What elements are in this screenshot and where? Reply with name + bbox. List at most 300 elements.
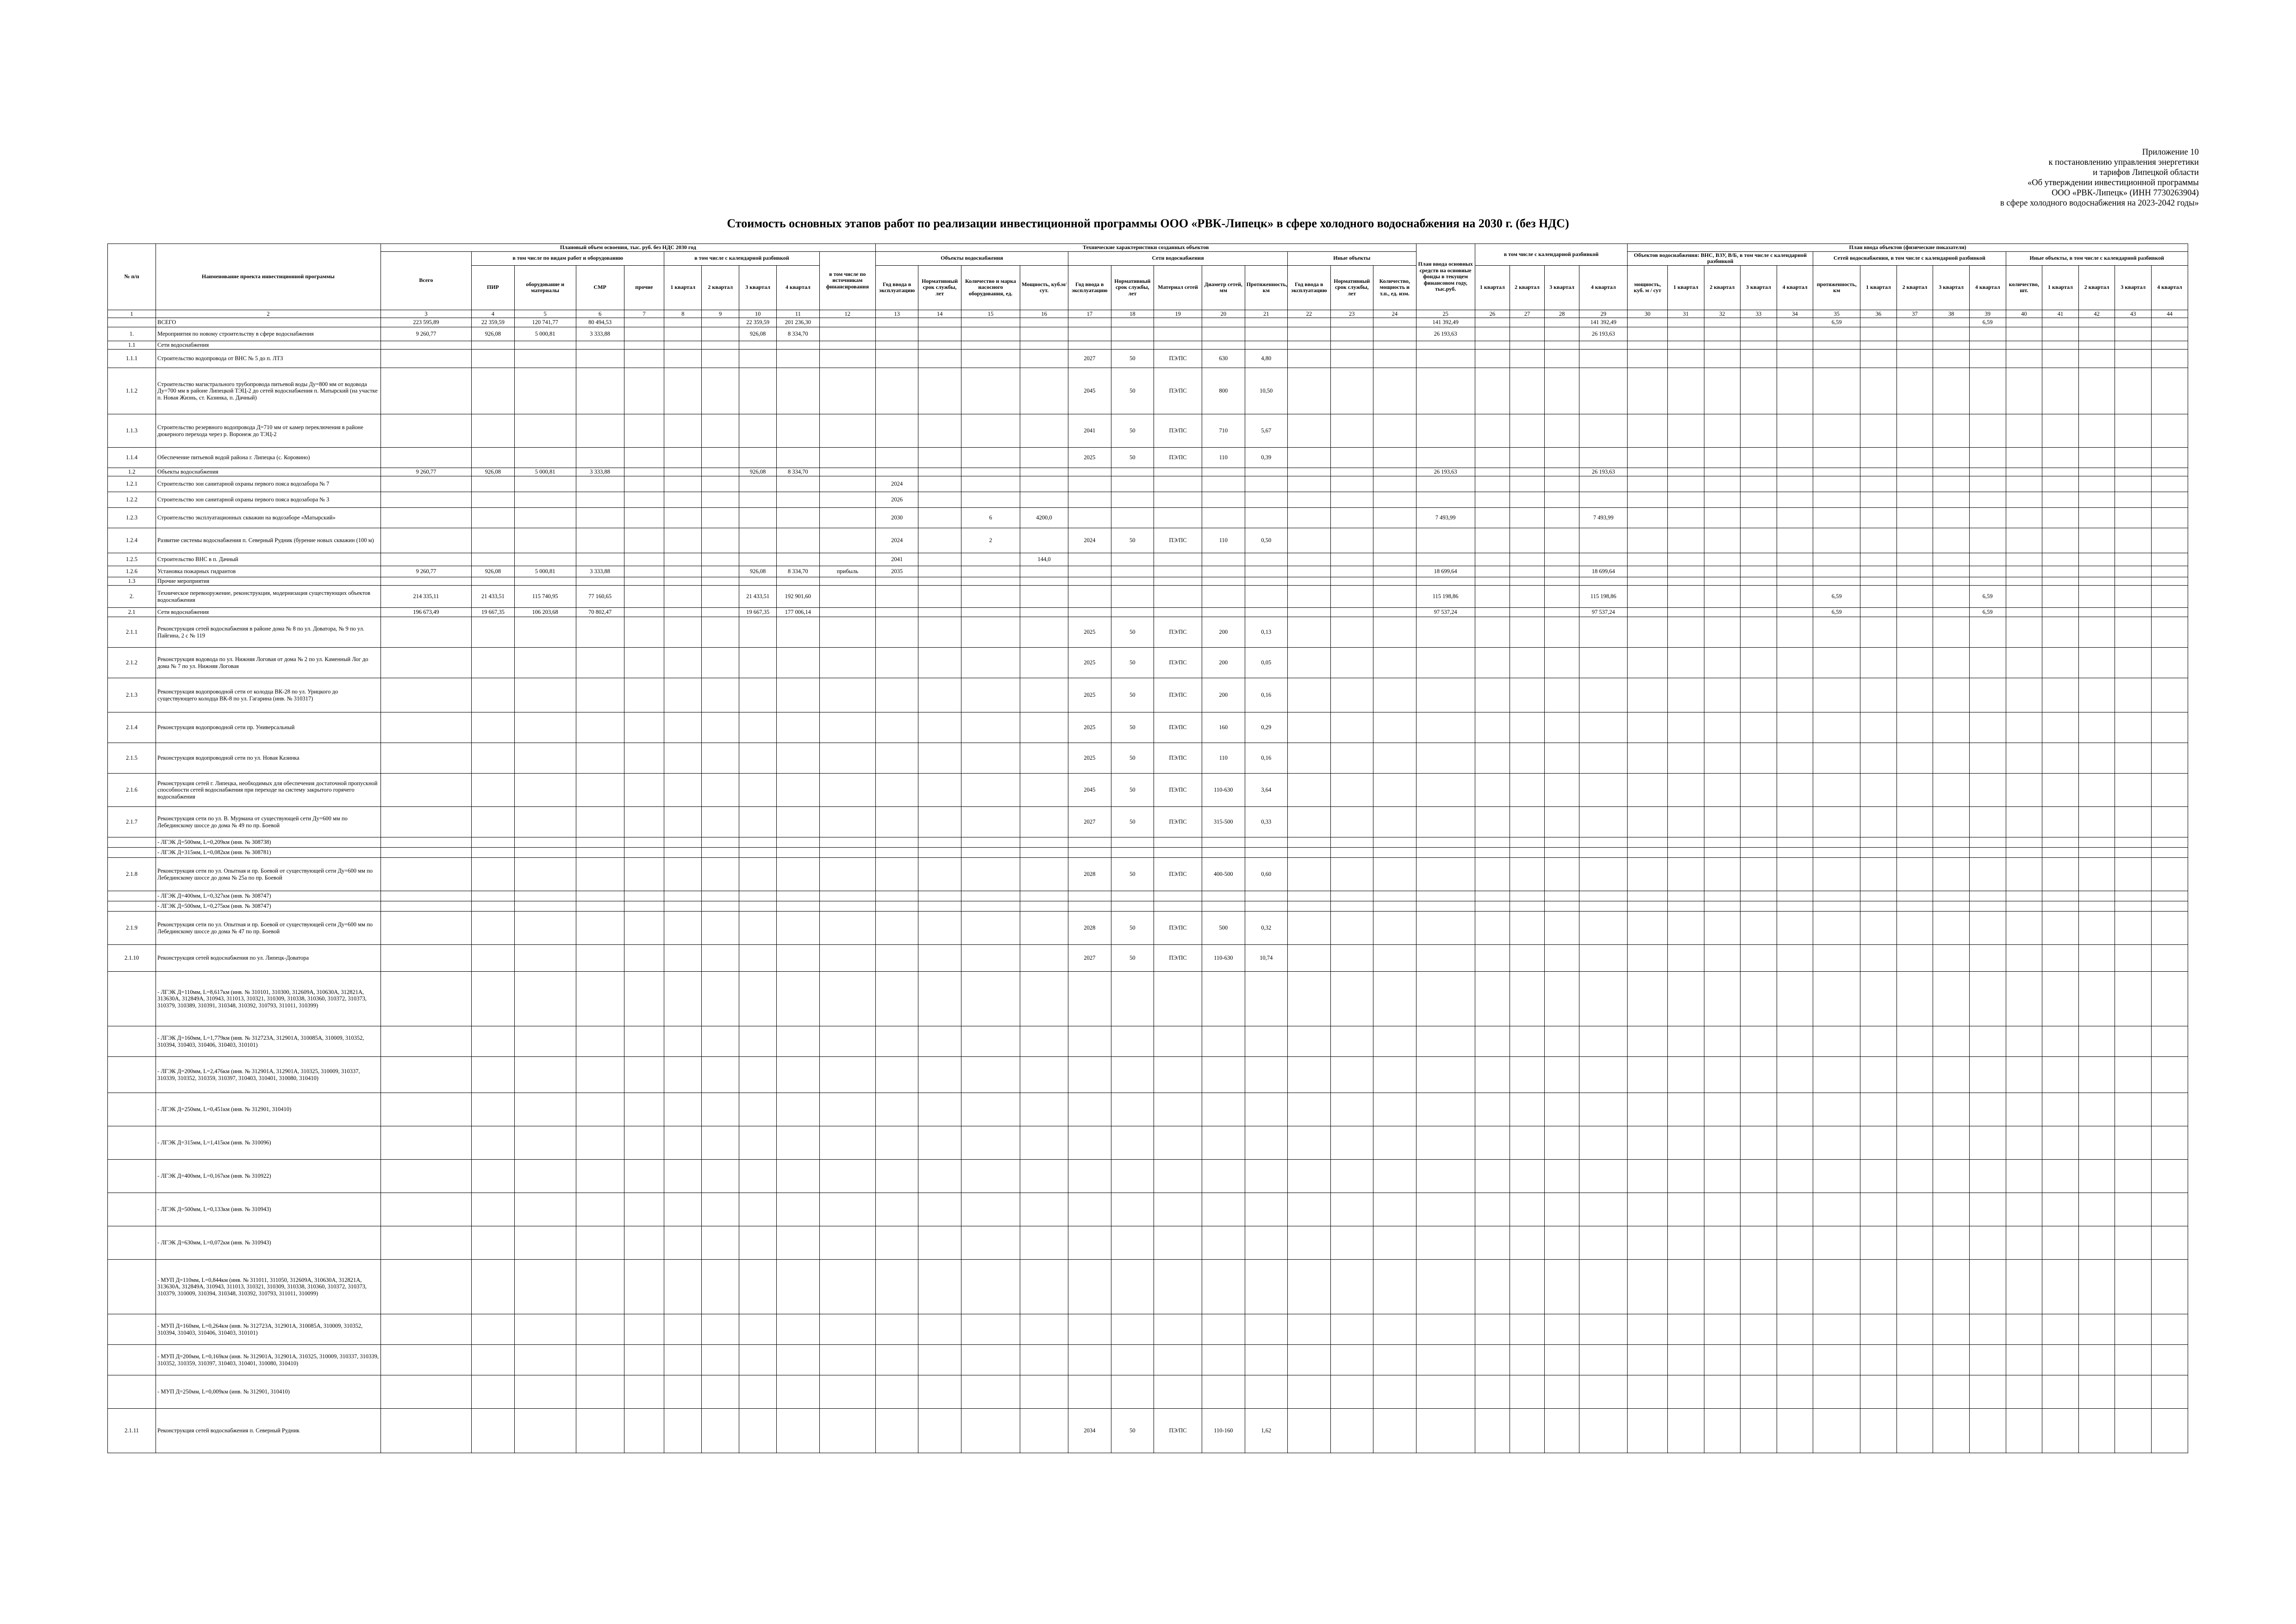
cell xyxy=(875,901,918,912)
cell xyxy=(1154,1057,1202,1093)
cell xyxy=(1969,1126,2006,1160)
cell xyxy=(1667,1160,1704,1193)
cell xyxy=(1667,1093,1704,1126)
cell xyxy=(1202,1260,1245,1314)
cell xyxy=(2151,1093,2188,1126)
cell xyxy=(1475,945,1510,972)
cell xyxy=(777,837,819,848)
cell xyxy=(1969,566,2006,577)
cell xyxy=(1545,774,1579,807)
cell xyxy=(381,368,472,414)
row-name: - МУП Д=250мм, L=0,009км (инв. № 312901, 310410) xyxy=(156,1375,381,1409)
cell xyxy=(702,1126,739,1160)
cell xyxy=(961,1093,1020,1126)
table-row xyxy=(108,743,2188,774)
cell xyxy=(1777,1026,1813,1057)
cell xyxy=(918,1057,961,1093)
cell xyxy=(1860,468,1897,476)
cell xyxy=(1704,972,1741,1026)
cell xyxy=(1111,1026,1154,1057)
cell xyxy=(576,528,624,553)
cell: 0,29 xyxy=(1245,712,1287,743)
appendix-line: в сфере холодного водоснабжения на 2023-2042 годы» xyxy=(2000,199,2199,208)
cell xyxy=(472,476,514,492)
cell xyxy=(819,448,875,468)
cell xyxy=(1777,617,1813,648)
cell xyxy=(739,901,777,912)
cell xyxy=(739,350,777,368)
cell: 2024 xyxy=(1068,528,1111,553)
cell xyxy=(1510,476,1544,492)
cell xyxy=(1373,1226,1416,1260)
cell xyxy=(702,848,739,858)
cell xyxy=(1545,743,1579,774)
cell xyxy=(1813,553,1860,566)
cell xyxy=(1510,508,1544,528)
cell xyxy=(1897,476,1933,492)
cell xyxy=(624,1314,664,1345)
cell xyxy=(1154,837,1202,848)
cell xyxy=(702,318,739,327)
cell xyxy=(1667,1375,1704,1409)
cell xyxy=(1245,468,1287,476)
cell xyxy=(1202,901,1245,912)
cell xyxy=(918,566,961,577)
cell xyxy=(1154,1226,1202,1260)
appendix-line: «Об утверждении инвестиционной программы xyxy=(2027,178,2199,187)
cell xyxy=(1860,1026,1897,1057)
cell xyxy=(2115,1260,2152,1314)
cell xyxy=(819,492,875,508)
cell xyxy=(1510,617,1544,648)
cell xyxy=(2006,1226,2042,1260)
cell xyxy=(472,350,514,368)
cell: 50 xyxy=(1111,648,1154,678)
table-row xyxy=(108,678,2188,712)
cell xyxy=(1111,1314,1154,1345)
cell xyxy=(1969,807,2006,837)
cell xyxy=(2042,608,2079,617)
cell xyxy=(1068,1160,1111,1193)
cell xyxy=(777,648,819,678)
cell xyxy=(381,891,472,901)
cell xyxy=(1373,945,1416,972)
cell xyxy=(1969,901,2006,912)
cell xyxy=(1245,586,1287,608)
cell xyxy=(1969,891,2006,901)
cell xyxy=(739,414,777,448)
table-row xyxy=(108,528,2188,553)
cell xyxy=(1416,712,1475,743)
cell xyxy=(1860,1193,1897,1226)
cell xyxy=(1704,678,1741,712)
cell xyxy=(1813,492,1860,508)
cell xyxy=(1860,858,1897,891)
cell xyxy=(2115,837,2152,848)
cell xyxy=(1579,1375,1628,1409)
cell xyxy=(777,553,819,566)
cell: 2024 xyxy=(875,476,918,492)
cell xyxy=(472,972,514,1026)
cell xyxy=(875,1314,918,1345)
cell xyxy=(1628,1345,1668,1375)
cell xyxy=(702,1409,739,1453)
cell xyxy=(1933,891,1970,901)
cell xyxy=(1628,912,1668,945)
cell xyxy=(1020,1093,1068,1126)
row-number xyxy=(108,901,156,912)
cell xyxy=(1545,508,1579,528)
cell xyxy=(1510,1226,1544,1260)
header-new-objects: Иные объекты xyxy=(1288,251,1416,265)
cell xyxy=(514,1314,576,1345)
cell xyxy=(777,1126,819,1160)
cell xyxy=(1704,1375,1741,1409)
cell xyxy=(1330,553,1373,566)
column-number: 15 xyxy=(961,310,1020,318)
cell xyxy=(1510,848,1544,858)
cell xyxy=(1330,586,1373,608)
cell xyxy=(1933,1193,1970,1226)
table-row xyxy=(108,891,2188,901)
cell xyxy=(2042,508,2079,528)
cell xyxy=(1969,945,2006,972)
cell: 50 xyxy=(1111,617,1154,648)
cell xyxy=(1330,476,1373,492)
cell xyxy=(961,566,1020,577)
cell: 3 333,88 xyxy=(576,566,624,577)
cell xyxy=(739,508,777,528)
cell xyxy=(1969,468,2006,476)
cell: 0,60 xyxy=(1245,858,1287,891)
cell xyxy=(2078,368,2115,414)
cell xyxy=(1860,553,1897,566)
cell xyxy=(1897,891,1933,901)
cell xyxy=(1704,586,1741,608)
cell xyxy=(1628,350,1668,368)
cell: 0,39 xyxy=(1245,448,1287,468)
cell xyxy=(1020,1160,1068,1193)
cell xyxy=(2006,577,2042,586)
cell xyxy=(472,891,514,901)
cell xyxy=(1813,476,1860,492)
cell xyxy=(1416,1409,1475,1453)
cell: 2027 xyxy=(1068,807,1111,837)
row-number xyxy=(108,1193,156,1226)
cell xyxy=(1288,617,1330,648)
cell xyxy=(1373,414,1416,448)
cell xyxy=(576,508,624,528)
cell xyxy=(1667,848,1704,858)
cell xyxy=(1202,1126,1245,1160)
cell xyxy=(2078,1057,2115,1093)
cell xyxy=(1741,743,1777,774)
cell xyxy=(1510,891,1544,901)
cell xyxy=(624,807,664,837)
cell: ПЭ/ПС xyxy=(1154,350,1202,368)
cell xyxy=(2115,712,2152,743)
cell xyxy=(1969,837,2006,848)
cell: ПЭ/ПС xyxy=(1154,774,1202,807)
cell xyxy=(1545,1409,1579,1453)
appendix-line: к постановлению управления энергетики xyxy=(2048,158,2199,167)
cell xyxy=(777,678,819,712)
cell xyxy=(2042,1226,2079,1260)
row-name: - ЛГЭК Д=315мм, L=1,415км (инв. № 310096) xyxy=(156,1126,381,1160)
cell xyxy=(1154,1093,1202,1126)
cell: 5 000,81 xyxy=(514,468,576,476)
header-equipment: оборудование и материалы xyxy=(514,265,576,310)
row-name: - МУП Д=110мм, L=0,844км (инв. № 311011, 311050, 312609А, 310630А, 312821А, 313630А, 312849А, 310943, 311013, 310321, 310309, 310338, 310360, 310372, 310373, 310379, 310009, 310394, 310348, 310392, 310793, 311011, 310099) xyxy=(156,1260,381,1314)
cell xyxy=(819,648,875,678)
cell: 141 392,49 xyxy=(1416,318,1475,327)
cell: 6,59 xyxy=(1813,318,1860,327)
cell xyxy=(702,327,739,341)
cell xyxy=(2042,1375,2079,1409)
row-number: 1.2.4 xyxy=(108,528,156,553)
cell xyxy=(1475,586,1510,608)
cell xyxy=(918,553,961,566)
cell xyxy=(1704,837,1741,848)
cell xyxy=(1897,1345,1933,1375)
cell xyxy=(1373,891,1416,901)
cell xyxy=(1510,1126,1544,1160)
cell xyxy=(819,608,875,617)
cell xyxy=(1933,528,1970,553)
cell xyxy=(664,1260,702,1314)
cell xyxy=(1777,712,1813,743)
cell xyxy=(1330,901,1373,912)
cell xyxy=(1020,608,1068,617)
row-number xyxy=(108,1093,156,1126)
cell xyxy=(1813,1160,1860,1193)
cell xyxy=(1628,1126,1668,1160)
cell xyxy=(2006,553,2042,566)
cell xyxy=(1897,1026,1933,1057)
cell xyxy=(576,912,624,945)
cell xyxy=(1510,1375,1544,1409)
header-by-quarter: в том числе с календарной разбивкой xyxy=(664,251,819,265)
cell xyxy=(1475,1057,1510,1093)
cell xyxy=(1510,972,1544,1026)
cell xyxy=(1475,743,1510,774)
cell xyxy=(576,774,624,807)
cell xyxy=(875,743,918,774)
cell xyxy=(1860,1160,1897,1193)
cell xyxy=(381,528,472,553)
cell xyxy=(514,1026,576,1057)
cell xyxy=(1330,1226,1373,1260)
cell xyxy=(2151,318,2188,327)
cell xyxy=(1545,912,1579,945)
cell xyxy=(819,350,875,368)
cell xyxy=(624,1375,664,1409)
cell xyxy=(1416,1126,1475,1160)
cell xyxy=(1969,1193,2006,1226)
cell xyxy=(875,648,918,678)
cell xyxy=(472,1314,514,1345)
cell xyxy=(1813,1375,1860,1409)
cell: 2025 xyxy=(1068,678,1111,712)
cell xyxy=(1288,476,1330,492)
cell xyxy=(2006,1160,2042,1193)
cell xyxy=(1545,972,1579,1026)
cell xyxy=(1245,1226,1287,1260)
row-name: Развитие системы водоснабжения п. Северный Рудник (бурение новых скважин (100 м) xyxy=(156,528,381,553)
cell xyxy=(1288,648,1330,678)
cell xyxy=(2115,945,2152,972)
cell xyxy=(576,341,624,350)
cell xyxy=(918,912,961,945)
cell xyxy=(961,1314,1020,1345)
cell xyxy=(1741,858,1777,891)
cell xyxy=(472,912,514,945)
cell xyxy=(1813,1057,1860,1093)
cell xyxy=(1288,448,1330,468)
cell xyxy=(1545,837,1579,848)
column-number: 31 xyxy=(1667,310,1704,318)
cell xyxy=(1416,1026,1475,1057)
cell xyxy=(777,350,819,368)
cell xyxy=(875,617,918,648)
cell xyxy=(514,617,576,648)
cell xyxy=(1741,1314,1777,1345)
cell xyxy=(2151,1375,2188,1409)
cell xyxy=(1897,553,1933,566)
cell xyxy=(1628,468,1668,476)
cell xyxy=(1897,743,1933,774)
cell xyxy=(2151,508,2188,528)
cell xyxy=(1933,1160,1970,1193)
cell xyxy=(1860,712,1897,743)
cell xyxy=(1667,837,1704,848)
cell xyxy=(739,678,777,712)
cell: 0,50 xyxy=(1245,528,1287,553)
cell xyxy=(961,1345,1020,1375)
cell xyxy=(2115,678,2152,712)
cell xyxy=(1579,448,1628,468)
cell: 5 000,81 xyxy=(514,327,576,341)
cell: 26 193,63 xyxy=(1579,468,1628,476)
header-q4: 4 квартал xyxy=(777,265,819,310)
cell xyxy=(1741,492,1777,508)
cell xyxy=(1969,1026,2006,1057)
cell xyxy=(1545,448,1579,468)
cell xyxy=(1373,341,1416,350)
cell xyxy=(1330,318,1373,327)
cell xyxy=(875,350,918,368)
cell xyxy=(1933,577,1970,586)
investment-table xyxy=(107,244,2188,1453)
cell xyxy=(1020,858,1068,891)
cell xyxy=(1628,774,1668,807)
cell xyxy=(2006,1345,2042,1375)
cell xyxy=(1704,858,1741,891)
cell: 115 198,86 xyxy=(1416,586,1475,608)
cell xyxy=(819,508,875,528)
cell xyxy=(1330,508,1373,528)
cell xyxy=(2042,1126,2079,1160)
cell xyxy=(1969,508,2006,528)
cell xyxy=(2151,553,2188,566)
row-name: Реконструкция водопроводной сети пр. Универсальный xyxy=(156,712,381,743)
cell: 50 xyxy=(1111,414,1154,448)
cell xyxy=(624,608,664,617)
cell xyxy=(514,972,576,1026)
cell xyxy=(2006,1375,2042,1409)
cell xyxy=(624,368,664,414)
cell xyxy=(1704,566,1741,577)
cell xyxy=(1416,648,1475,678)
cell xyxy=(1330,368,1373,414)
cell xyxy=(1202,508,1245,528)
table-row xyxy=(108,807,2188,837)
cell xyxy=(702,807,739,837)
cell xyxy=(1373,1160,1416,1193)
cell xyxy=(1475,1375,1510,1409)
cell xyxy=(1667,901,1704,912)
cell xyxy=(1245,1026,1287,1057)
cell xyxy=(2115,1160,2152,1193)
cell xyxy=(1245,327,1287,341)
cell xyxy=(1416,1375,1475,1409)
cell xyxy=(1777,492,1813,508)
cell xyxy=(1933,743,1970,774)
cell xyxy=(739,1375,777,1409)
cell: 115 198,86 xyxy=(1579,586,1628,608)
cell xyxy=(1288,318,1330,327)
cell xyxy=(1373,912,1416,945)
cell xyxy=(918,368,961,414)
cell xyxy=(1068,901,1111,912)
column-number: 12 xyxy=(819,310,875,318)
cell xyxy=(918,807,961,837)
table-row xyxy=(108,553,2188,566)
cell xyxy=(1111,586,1154,608)
cell xyxy=(1154,327,1202,341)
cell xyxy=(624,972,664,1026)
cell xyxy=(777,508,819,528)
cell xyxy=(381,743,472,774)
cell: 50 xyxy=(1111,743,1154,774)
cell xyxy=(739,341,777,350)
cell xyxy=(1288,678,1330,712)
cell xyxy=(2078,912,2115,945)
header-n-q1: 1 квартал xyxy=(1860,265,1897,310)
cell xyxy=(2042,448,2079,468)
cell: 710 xyxy=(1202,414,1245,448)
cell xyxy=(624,1409,664,1453)
cell xyxy=(514,341,576,350)
row-number xyxy=(108,891,156,901)
cell xyxy=(1897,617,1933,648)
cell xyxy=(1510,350,1544,368)
cell xyxy=(1777,743,1813,774)
cell xyxy=(1373,448,1416,468)
cell xyxy=(1704,1126,1741,1160)
cell xyxy=(2042,1093,2079,1126)
cell xyxy=(1416,972,1475,1026)
cell: 50 xyxy=(1111,774,1154,807)
cell: 110 xyxy=(1202,448,1245,468)
cell xyxy=(1813,350,1860,368)
header-i-q4: 4 квартал xyxy=(2151,265,2188,310)
cell xyxy=(576,1057,624,1093)
cell xyxy=(1860,586,1897,608)
cell xyxy=(514,1226,576,1260)
cell xyxy=(2042,743,2079,774)
row-name: Строительство зон санитарной охраны первого пояса водозабора № 3 xyxy=(156,492,381,508)
